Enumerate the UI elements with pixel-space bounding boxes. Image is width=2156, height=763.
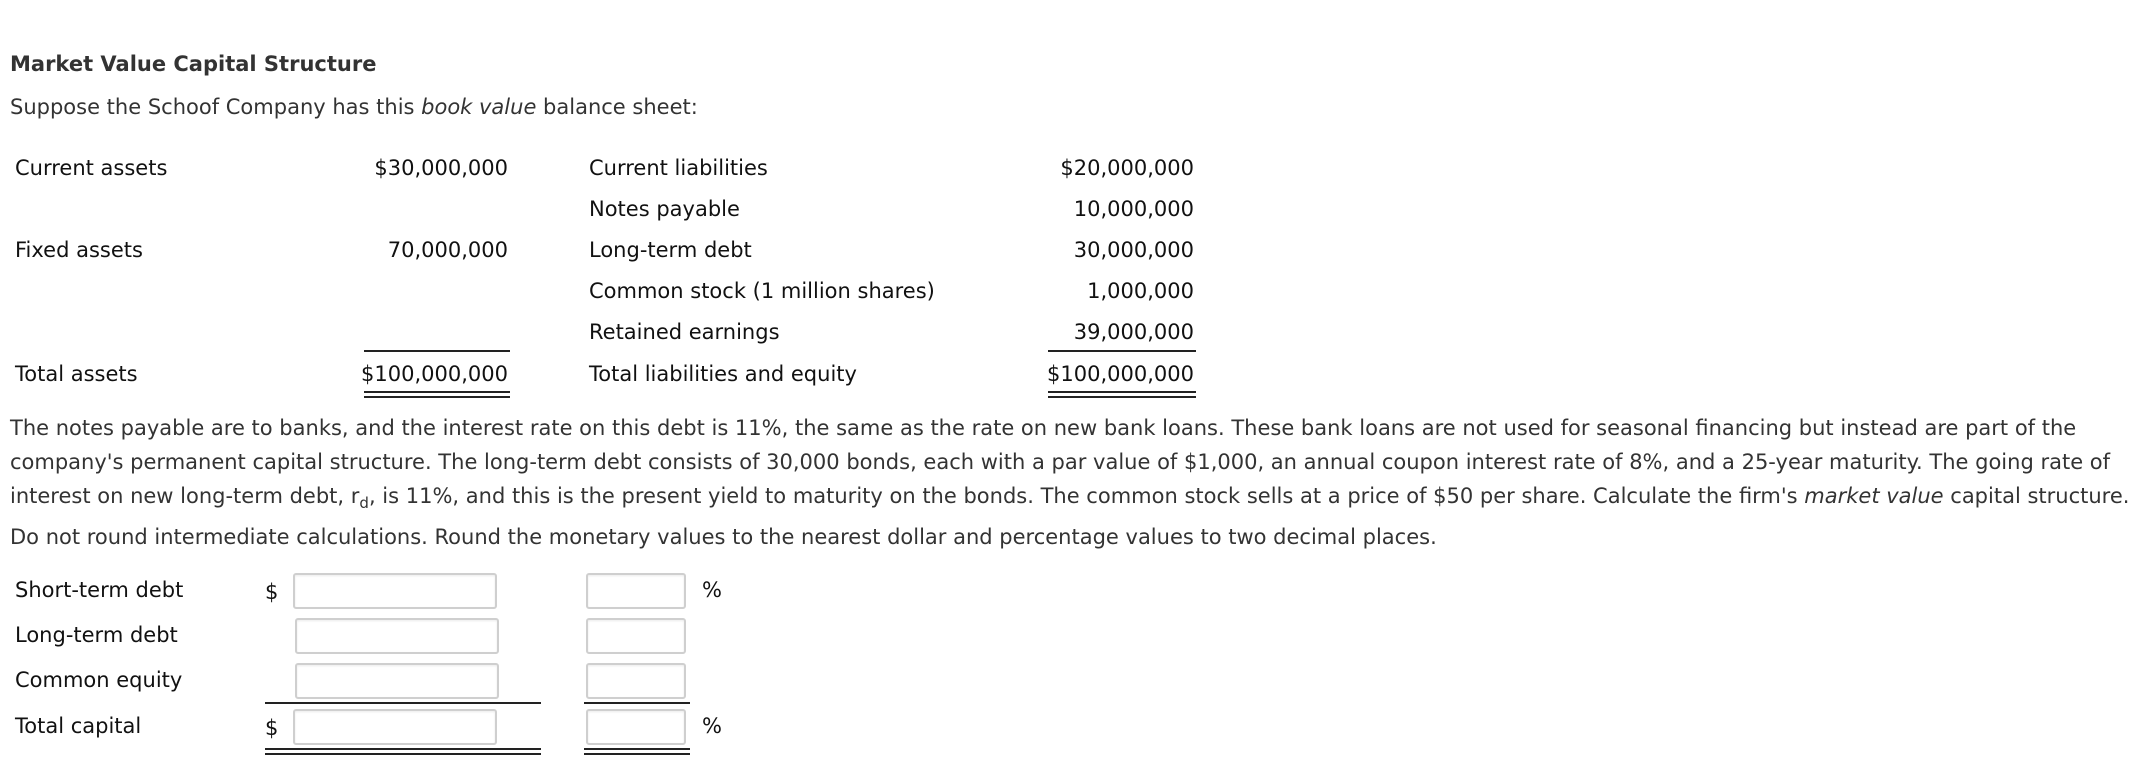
total-capital-percent-input[interactable] — [586, 709, 686, 745]
common-equity-percent-input[interactable] — [586, 663, 686, 699]
liability-label-current: Current liabilities — [589, 156, 768, 180]
liability-value-retained-earnings: 39,000,000 — [1073, 320, 1194, 344]
intro-text — [10, 95, 698, 119]
short-term-debt-percent-input[interactable] — [586, 573, 686, 609]
liabilities-subtotal-rule — [1048, 350, 1196, 352]
answer-label-total-capital: Total capital — [15, 714, 142, 738]
answer-label-long-term-debt: Long-term debt — [15, 623, 178, 647]
amount-total-double-rule — [265, 748, 541, 755]
short-term-debt-amount-input[interactable] — [293, 573, 497, 609]
common-equity-amount-input[interactable] — [295, 663, 499, 699]
asset-label-current: Current assets — [15, 156, 168, 180]
liability-value-current: $20,000,000 — [1060, 156, 1194, 180]
liability-label-common-stock: Common stock (1 million shares) — [589, 279, 935, 303]
asset-value-total: $100,000,000 — [361, 362, 508, 386]
liability-value-long-term-debt: 30,000,000 — [1073, 238, 1194, 262]
currency-sign: $ — [265, 716, 279, 740]
page-title: Market Value Capital Structure — [10, 52, 377, 76]
problem-text-1: The notes payable are to banks, and the interest rate on this debt is 11%, the same as the rate on new bank loans. These bank loans are not used for seasonal financing but instead are part of the company's permanent capital structure. The long-term debt consists of 30,000 bonds, each with a par value of $1,000, an annual coupon interest rate of 8%, and a 25-year maturity. The going rate of interest on new long-term debt, r — [10, 416, 2111, 508]
liability-value-total: $100,000,000 — [1047, 362, 1194, 386]
asset-label-fixed: Fixed assets — [15, 238, 143, 262]
liability-value-notes-payable: 10,000,000 — [1073, 197, 1194, 221]
intro-text-start: Suppose the Schoof Company has this — [10, 95, 422, 119]
problem-text-3: capital structure. Do not round intermediate calculations. Round the monetary values to the nearest dollar and percentage values to two decimal places. — [10, 484, 2130, 550]
intro-text-end: balance sheet: — [536, 95, 698, 119]
amount-subtotal-rule — [265, 702, 541, 704]
problem-statement — [10, 411, 2150, 554]
assets-total-double-rule — [364, 391, 510, 398]
answer-label-common-equity: Common equity — [15, 668, 183, 692]
percent-total-double-rule — [584, 748, 690, 755]
percent-sign: % — [702, 578, 722, 602]
asset-value-current: $30,000,000 — [374, 156, 508, 180]
problem-subscript-d: d — [359, 494, 369, 513]
asset-value-fixed: 70,000,000 — [387, 238, 508, 262]
liability-label-total: Total liabilities and equity — [589, 362, 857, 386]
percent-subtotal-rule — [584, 702, 690, 704]
percent-sign: % — [702, 714, 722, 738]
liabilities-total-double-rule — [1048, 391, 1196, 398]
liability-label-long-term-debt: Long-term debt — [589, 238, 752, 262]
problem-text-2: , is 11%, and this is the present yield to maturity on the bonds. The common stock sells at a price of $50 per share. Calculate the firm's — [368, 484, 1805, 508]
intro-emphasis: book value — [421, 95, 537, 119]
liability-label-notes-payable: Notes payable — [589, 197, 740, 221]
asset-label-total: Total assets — [15, 362, 138, 386]
problem-emphasis: market value — [1804, 484, 1944, 508]
total-capital-amount-input[interactable] — [293, 709, 497, 745]
liability-label-retained-earnings: Retained earnings — [589, 320, 780, 344]
long-term-debt-percent-input[interactable] — [586, 618, 686, 654]
long-term-debt-amount-input[interactable] — [295, 618, 499, 654]
liability-value-common-stock: 1,000,000 — [1087, 279, 1194, 303]
answer-label-short-term-debt: Short-term debt — [15, 578, 184, 602]
currency-sign: $ — [265, 580, 279, 604]
assets-subtotal-rule — [364, 350, 510, 352]
